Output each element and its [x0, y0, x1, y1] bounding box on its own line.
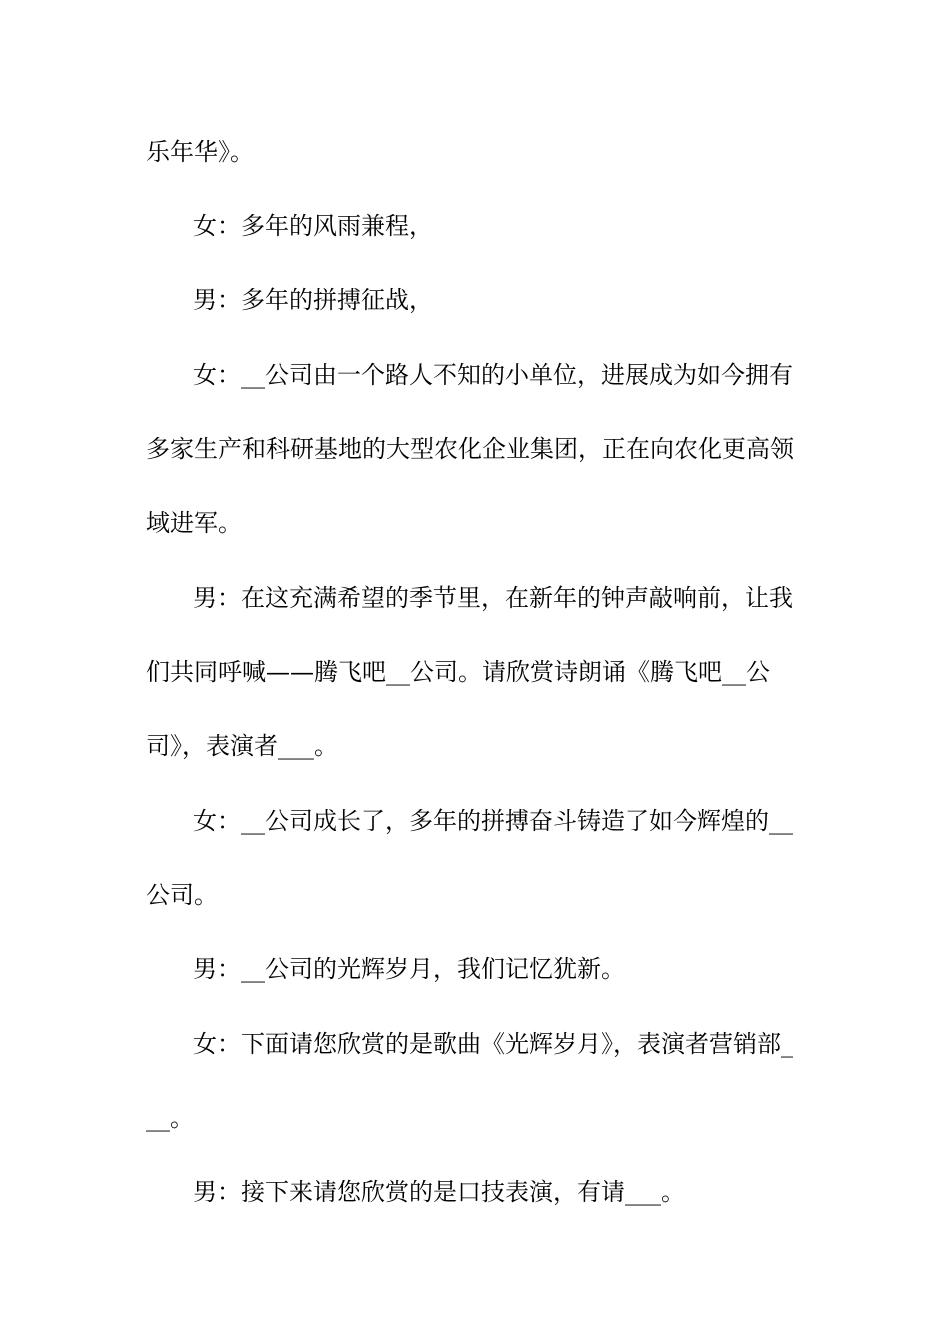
- text-line: 域进军。: [146, 509, 242, 537]
- text-line: 男：__公司的光辉岁月，我们记忆犹新。: [193, 955, 625, 983]
- text-line: 多家生产和科研基地的大型农化企业集团，正在向农化更高领: [146, 435, 794, 463]
- text-line: 女：__公司由一个路人不知的小单位，进展成为如今拥有: [193, 361, 793, 389]
- text-line: 女：多年的风雨兼程，: [193, 212, 433, 240]
- text-line: __。: [146, 1104, 194, 1132]
- text-line: 女：__公司成长了，多年的拼搏奋斗铸造了如今辉煌的__: [193, 807, 793, 835]
- text-line: 女：下面请您欣赏的是歌曲《光辉岁月》，表演者营销部_: [193, 1030, 793, 1058]
- text-line: 公司。: [146, 881, 218, 909]
- text-line: 们共同呼喊——腾飞吧__公司。请欣赏诗朗诵《腾飞吧__公: [146, 658, 770, 686]
- text-line: 男：接下来请您欣赏的是口技表演，有请___。: [193, 1178, 685, 1206]
- text-line: 男：在这充满希望的季节里，在新年的钟声敲响前，让我: [193, 584, 793, 612]
- text-line: 男：多年的拼搏征战，: [193, 286, 433, 314]
- text-line: 司》，表演者___。: [146, 732, 338, 760]
- text-line: 乐年华》。: [146, 138, 254, 166]
